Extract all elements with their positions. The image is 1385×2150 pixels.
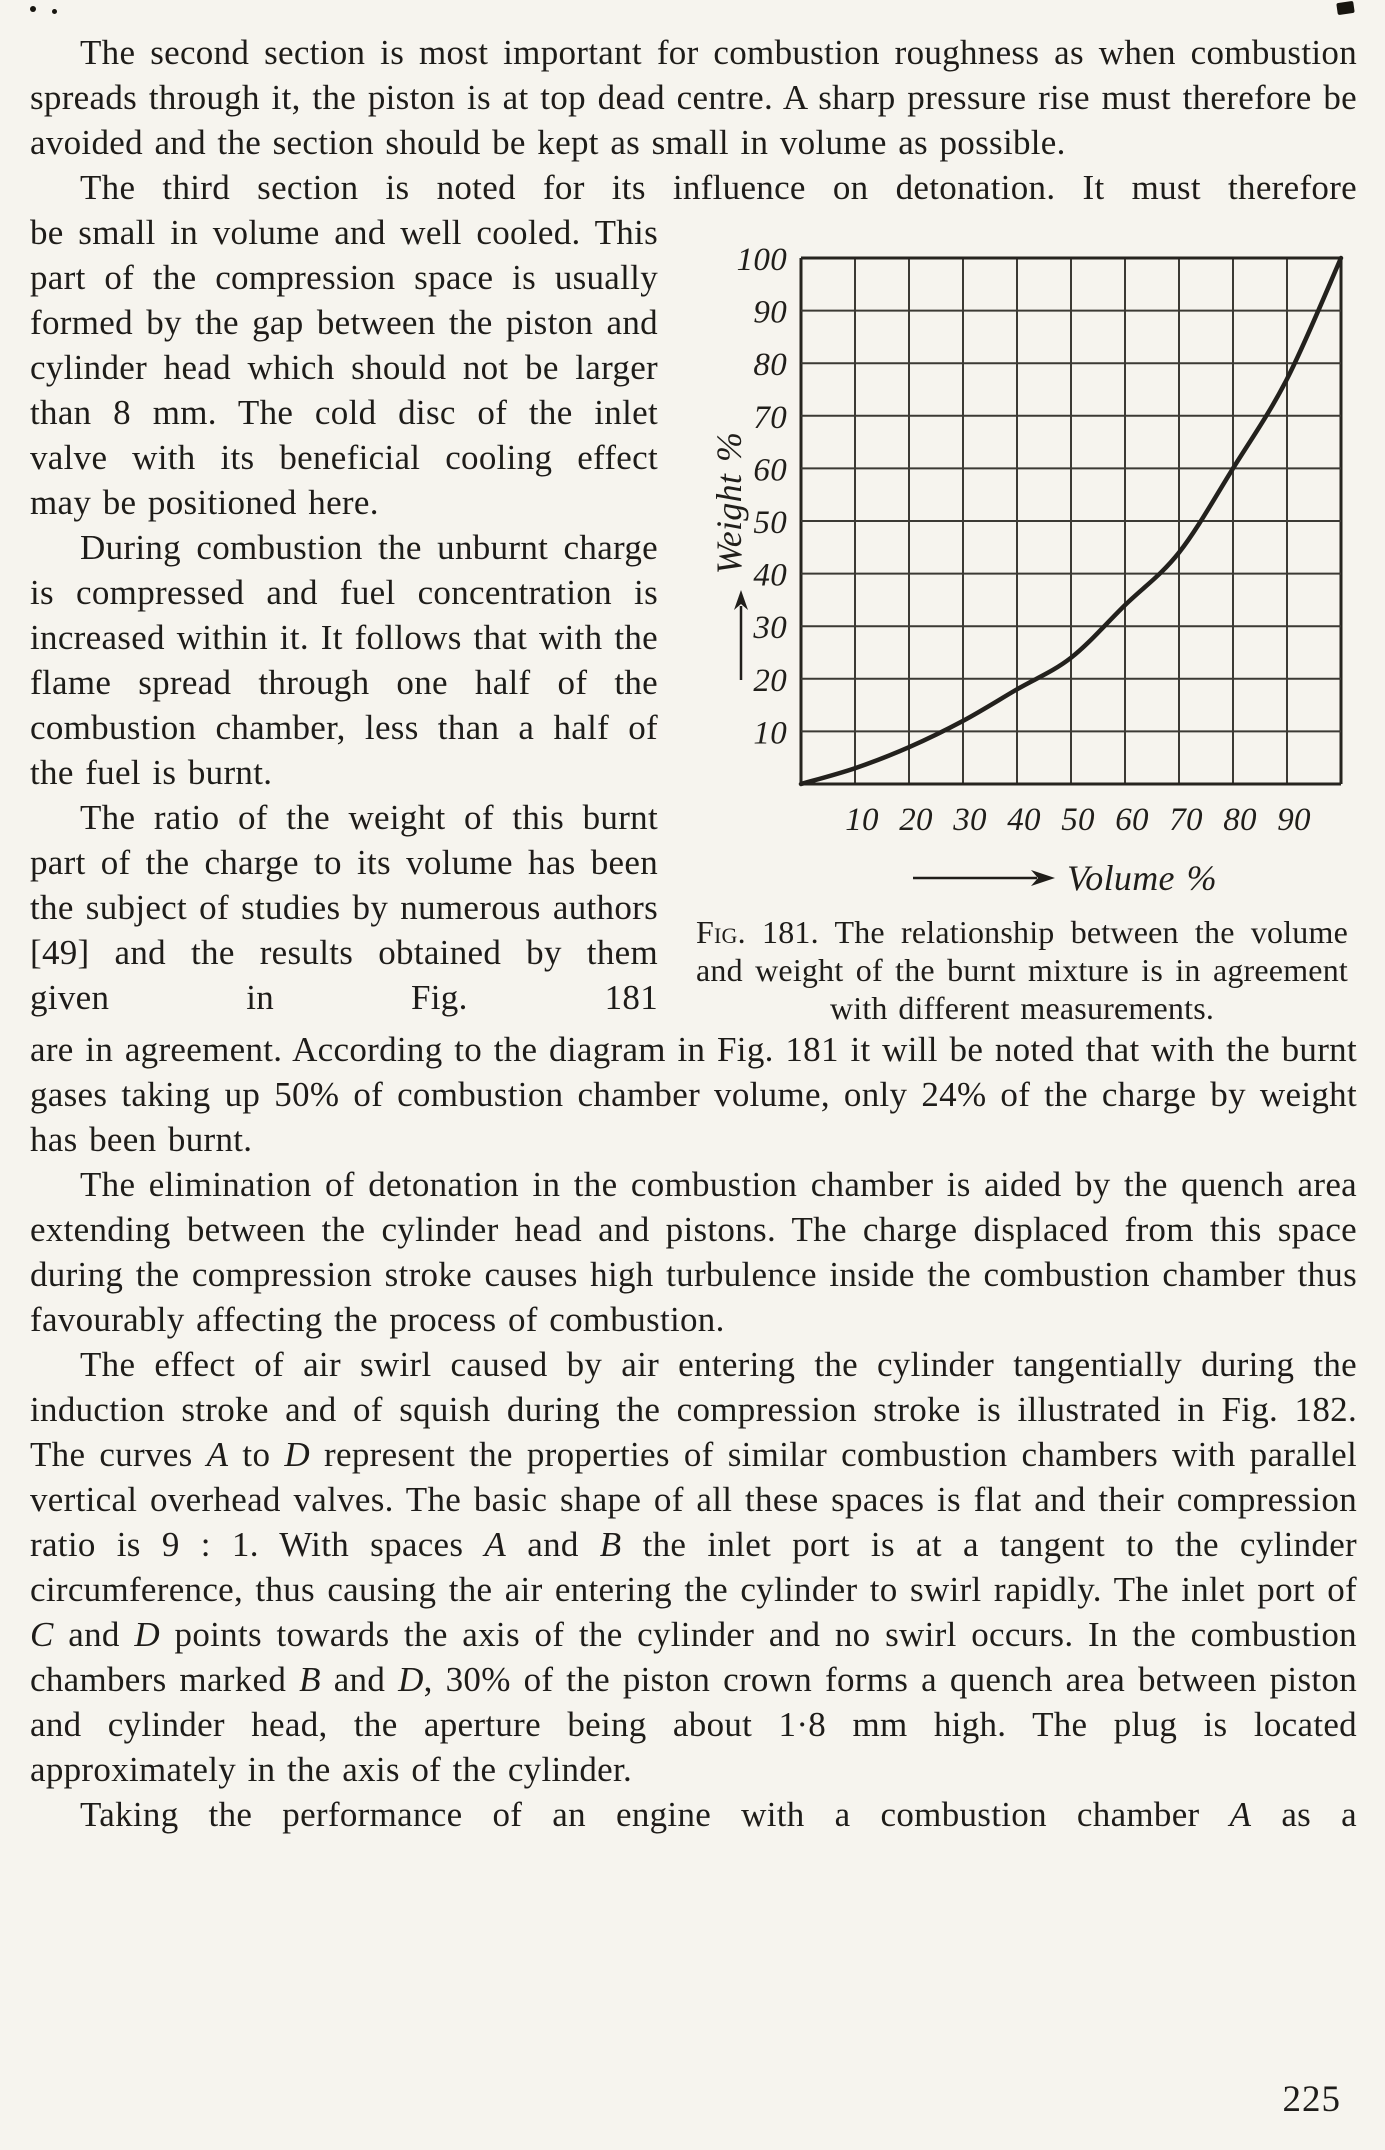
text-run: to — [228, 1435, 285, 1474]
svg-text:90: 90 — [1277, 802, 1311, 838]
paragraph-air-swirl — [30, 1342, 1357, 1792]
text-run: represent the properties of similar combustion chambers with parallel vertical overhead valves. The basic shape of all these spaces is flat and their compression ratio is 9 : 1. With spaces — [30, 1435, 1357, 1564]
text-block — [30, 30, 1357, 1837]
italic-run: D — [398, 1660, 424, 1699]
text-run: and — [506, 1525, 600, 1564]
paragraph-ratio-of-weight: The ratio of the weight of this burnt part of the charge to its volume has been the subject of studies by numerous authors [49] and the results obtained by them given in Fig. 181 — [30, 798, 658, 1017]
svg-text:20: 20 — [899, 802, 933, 838]
italic-run: A — [484, 1525, 507, 1564]
svg-text:30: 30 — [953, 802, 987, 838]
svg-text:90: 90 — [753, 294, 787, 331]
text-run: as a — [1251, 1795, 1357, 1834]
italic-run: A — [1229, 1795, 1252, 1834]
svg-text:20: 20 — [753, 662, 787, 699]
paragraph-during-combustion: During combustion the unburnt charge is compressed and fuel concentration is increased within it. It follows that with the flame spread through one half of the combustion chamber, less than a half of the fuel is burnt. — [30, 528, 658, 792]
text-run: Taking the performance of an engine with a combustion chamber — [80, 1795, 1230, 1834]
smallcaps-run: Fig. 181. — [696, 914, 819, 950]
svg-text:100: 100 — [736, 242, 787, 278]
text-run: , 30% of the piston crown forms a quench area between piston and cylinder head, the aperture being about 1·8 mm high. The plug is located approximately in the axis of the cylinder. — [30, 1660, 1357, 1789]
scan-artifact — [30, 6, 36, 12]
scan-artifact — [1336, 1, 1355, 15]
scan-artifact — [52, 9, 57, 14]
paragraph-third-section-continued: be small in volume and well cooled. This part of the compression space is usually formed by the gap between the piston and cylinder head which should not be larger than 8 mm. The cold disc of the inlet valve with its beneficial cooling effect may be positioned here. — [30, 213, 658, 522]
text-run: the inlet port is at a tangent to the cylinder circumference, thus causing the air entering the cylinder to swirl rapidly. The inlet port of — [30, 1525, 1357, 1609]
italic-run: A — [206, 1435, 229, 1474]
figure-181 — [682, 210, 1357, 1027]
text-run: and — [320, 1660, 399, 1699]
text-run: and — [53, 1615, 135, 1654]
paragraph-second-section: The second section is most important for combustion roughness as when combustion spreads through it, the piston is at top dead centre. A sharp pressure rise must therefore be avoided and the section should be kept as small in volume as possible. — [30, 33, 1357, 162]
text-run: The relationship between the volume and weight of the burnt mixture is in agreement with different measurements. — [696, 914, 1349, 1026]
page-number: 225 — [1282, 2079, 1341, 2120]
figure-caption — [682, 913, 1348, 1027]
svg-text:Weight %: Weight % — [709, 431, 749, 575]
italic-run: B — [599, 1525, 622, 1564]
svg-text:50: 50 — [753, 505, 787, 541]
paragraph-third-section-intro: The third section is noted for its influence on detonation. It must therefore — [80, 168, 1357, 207]
svg-text:30: 30 — [753, 610, 787, 647]
svg-text:70: 70 — [753, 399, 787, 436]
italic-run: D — [284, 1435, 310, 1474]
text-run: points towards the axis of the cylinder and no swirl occurs. In the combustion chambers marked — [30, 1615, 1357, 1699]
svg-text:Volume %: Volume % — [1067, 858, 1217, 898]
italic-run: B — [299, 1660, 321, 1699]
svg-text:40: 40 — [753, 557, 787, 594]
paragraph-taking-performance — [30, 1792, 1357, 1837]
svg-text:50: 50 — [1061, 802, 1095, 838]
paragraph-are-in-agreement: are in agreement. According to the diagram in Fig. 181 it will be noted that with the burnt gases taking up 50% of combustion chamber volume, only 24% of the charge by weight has been burnt. — [30, 1030, 1357, 1159]
svg-text:10: 10 — [845, 802, 879, 838]
svg-text:40: 40 — [1007, 802, 1041, 838]
italic-run: D — [134, 1615, 160, 1654]
fig-181-chart — [682, 227, 1357, 899]
italic-run: C — [30, 1615, 54, 1654]
svg-text:80: 80 — [753, 347, 787, 384]
text-run: The effect of air swirl caused by air entering the cylinder tangentially during the induction stroke and of squish during the compression stroke is illustrated in Fig. 182. The curves — [30, 1345, 1357, 1474]
svg-text:60: 60 — [753, 452, 787, 489]
svg-text:80: 80 — [1223, 802, 1257, 838]
left-text-column — [30, 210, 658, 1020]
paragraph-elimination-of-detonation: The elimination of detonation in the combustion chamber is aided by the quench area extending between the cylinder head and pistons. The charge displaced from this space during the compression stroke causes high turbulence inside the combustion chamber thus favourably affecting the process of combustion. — [30, 1165, 1357, 1339]
svg-text:10: 10 — [753, 715, 787, 752]
svg-text:70: 70 — [1169, 802, 1203, 838]
two-column-section — [30, 210, 1357, 1027]
svg-text:60: 60 — [1115, 802, 1149, 838]
